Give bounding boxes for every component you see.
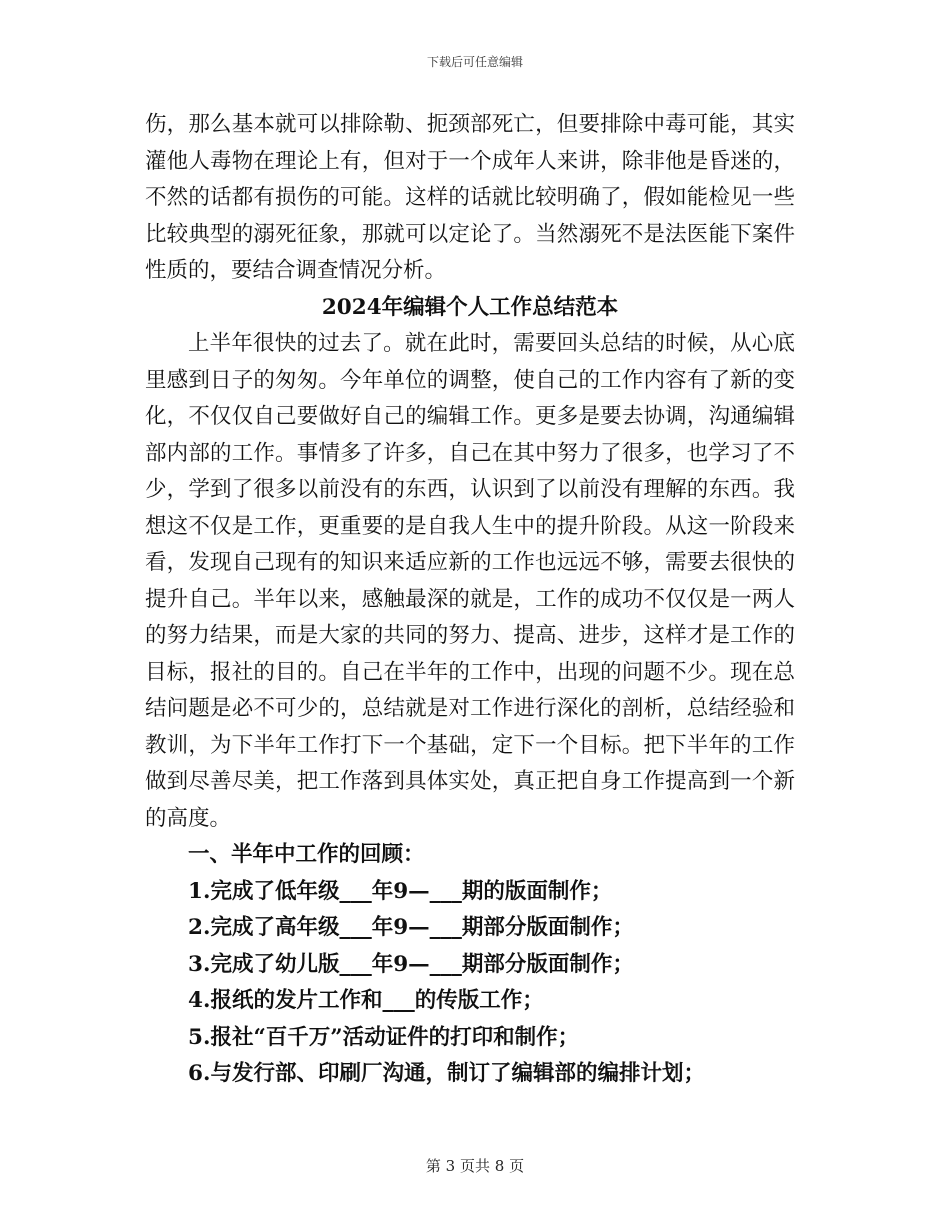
document-body xyxy=(145,107,795,1093)
text-line: 伤，那么基本就可以排除勒、扼颈部死亡，但要排除中毒可能，其实 xyxy=(145,112,795,137)
list-item: 1.完成了低年级___年9—___期的版面制作； xyxy=(188,878,613,904)
work-review-list xyxy=(145,874,795,1093)
text-line: 想这不仅是工作，更重要的是自我人生中的提升阶段。从这一阶段来 xyxy=(145,513,795,539)
list-item: 5.报社“百千万”活动证件的打印和制作； xyxy=(188,1024,580,1050)
list-item: 2.完成了高年级___年9—___期部分版面制作； xyxy=(188,915,634,940)
text-line: 看，发现自己现有的知识来适应新的工作也远远不够，需要去很快的 xyxy=(145,550,795,575)
text-line: 比较典型的溺死征象，那就可以定论了。当然溺死不是法医能下案件 xyxy=(145,221,795,247)
text-line: 上半年很快的过去了。就在此时，需要回头总结的时候，从心底 xyxy=(188,331,795,356)
list-item: 6.与发行部、印刷厂沟通，制订了编辑部的编排计划； xyxy=(188,1061,705,1086)
text-line: 目标，报社的目的。自己在半年的工作中，出现的问题不少。现在总 xyxy=(145,659,795,685)
section-heading: 一、半年中工作的回顾： xyxy=(188,842,425,867)
text-line: 的高度。 xyxy=(145,805,232,831)
page-footer: 第 3 页共 8 页 xyxy=(425,1157,525,1175)
text-line: 性质的，要结合调查情况分析。 xyxy=(145,258,447,283)
text-line: 不然的话都有损伤的可能。这样的话就比较明确了，假如能检见一些 xyxy=(145,185,795,210)
text-line: 里感到日子的匆匆。今年单位的调整，使自己的工作内容有了新的变 xyxy=(145,367,795,393)
list-item: 3.完成了幼儿版___年9—___期部分版面制作； xyxy=(188,951,634,977)
paragraph-continuation xyxy=(145,107,795,290)
page-header: 下载后可任意编辑 xyxy=(426,55,523,69)
text-line: 化，不仅仅自己要做好自己的编辑工作。更多是要去协调，沟通编辑 xyxy=(145,404,795,429)
text-line: 教训，为下半年工作打下一个基础，定下一个目标。把下半年的工作 xyxy=(145,732,795,758)
text-line: 少，学到了很多以前没有的东西，认识到了以前没有理解的东西。我 xyxy=(145,477,795,502)
text-line: 灌他人毒物在理论上有，但对于一个成年人来讲，除非他是昏迷的， xyxy=(145,148,795,174)
document-title: 2024年编辑个人工作总结范本 xyxy=(321,294,619,320)
text-line: 做到尽善尽美，把工作落到具体实处，真正把自身工作提高到一个新 xyxy=(145,769,795,794)
text-line: 结问题是必不可少的，总结就是对工作进行深化的剖析，总结经验和 xyxy=(145,696,795,721)
text-line: 提升自己。半年以来，感触最深的就是，工作的成功不仅仅是一两人 xyxy=(145,586,795,612)
text-line: 部内部的工作。事情多了许多，自己在其中努力了很多，也学习了不 xyxy=(145,440,795,466)
paragraph-summary xyxy=(145,326,795,837)
list-item: 4.报纸的发片工作和___的传版工作； xyxy=(188,988,544,1013)
text-line: 的努力结果，而是大家的共同的努力、提高、进步，这样才是工作的 xyxy=(145,623,795,648)
